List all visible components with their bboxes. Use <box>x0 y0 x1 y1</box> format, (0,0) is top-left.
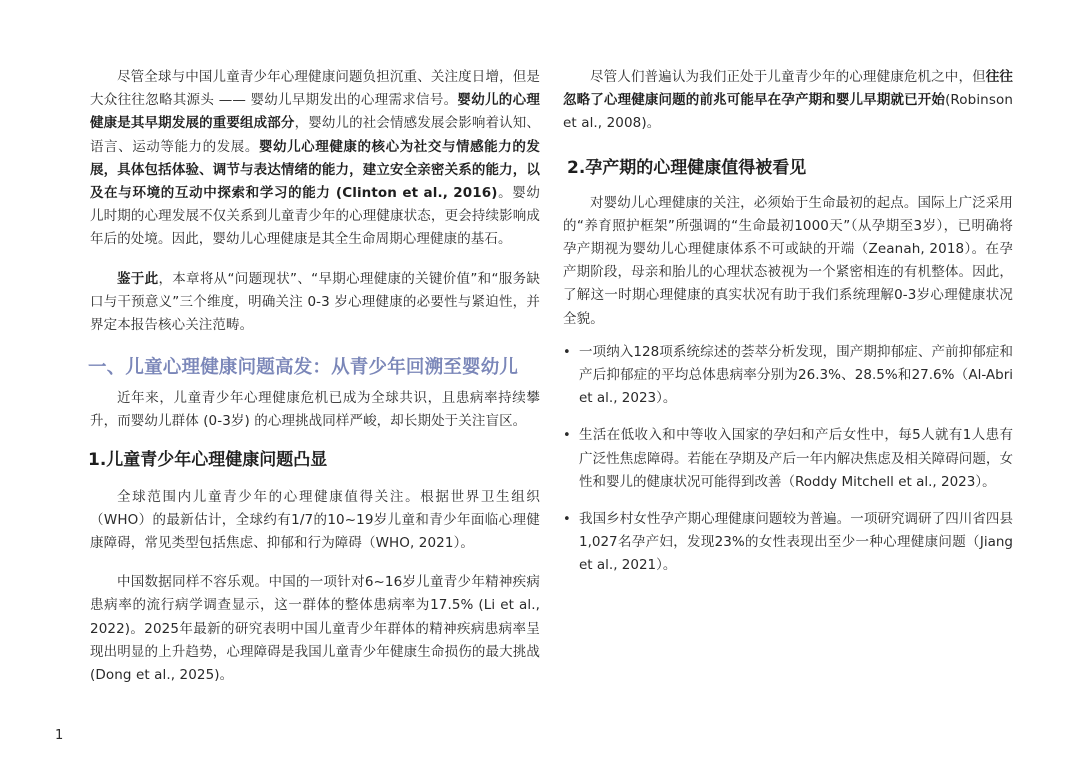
list-item: • 生活在低收入和中等收入国家的孕妇和产后女性中，每5人就有1人患有广泛性焦虑障碍。若能在孕期及产后一年内解决焦虑及相关障碍问题，女性和婴儿的健康状况可能得到改善（Roddy Mitchell et al., 2023）。 <box>563 424 1013 494</box>
right-intro-paragraph: 尽管人们普遍认为我们正处于儿童青少年的心理健康危机之中，但往往忽略了心理健康问题的前兆可能早在孕产期和婴儿早期就已开始(Robinson et al., 2008)。 <box>563 69 1013 132</box>
intro-paragraph: 尽管全球与中国儿童青少年心理健康问题负担沉重、关注度日增，但是大众往往忽略其源头 —— 婴幼儿早期发出的心理需求信号。婴幼儿的心理健康是其早期发展的重要组成部分，婴幼儿的社会情感发展会影响着认知、语言、运动等能力的发展。婴幼儿心理健康的核心为社交与情感能力的发展，具体包括体验、调节与表达情绪的能力，建立安全亲密关系的能力，以及在与环境的互动中探索和学习的能力 (Clinton et al., 2016)。婴幼儿时期的心理发展不仅关系到儿童青少年的心理健康状态，更会持续影响成年后的处境。因此，婴幼儿心理健康是其全生命周期心理健康的基石。 <box>90 69 541 248</box>
bold-emphasis: 婴幼儿心理健康的核心为社交与情感能力的发展，具体包括体验、调节与表达情绪的能力，建立安全亲密关系的能力，以及在与环境的互动中探索和学习的能力 (Clinton et al., 2016) <box>90 138 541 202</box>
right-column <box>563 66 1013 592</box>
china-data-paragraph: 中国数据同样不容乐观。中国的一项针对6~16岁儿童青少年精神疾病患病率的流行病学调查显示，这一群体的整体患病率为17.5% (Li et al., 2022)。2025年最新的研究表明中国儿童青少年群体的精神疾病患病率呈现出明显的上升趋势，心理障碍是我国儿童青少年健康生命损伤的最大挑战 (Dong et al., 2025)。 <box>90 574 540 684</box>
bold-emphasis: 婴幼儿的心理健康是其早期发展的重要组成部分 <box>90 92 540 132</box>
section-1-intro-paragraph: 近年来，儿童青少年心理健康危机已成为全球共识，且患病率持续攀升，而婴幼儿群体 (0-3岁) 的心理挑战同样严峻，却长期处于关注盲区。 <box>90 390 540 430</box>
page-number: 1 <box>55 728 64 743</box>
global-data-paragraph: 全球范围内儿童青少年的心理健康值得关注。根据世界卫生组织（WHO）的最新估计，全球约有1/7的10~19岁儿童和青少年面临心理健康障碍，常见类型包括焦虑、抑郁和行为障碍（WHO, 2021）。 <box>90 488 540 552</box>
list-item: • 我国乡村女性孕产期心理健康问题较为普遍。一项研究调研了四川省四县1,027名孕产妇，发现23%的女性表现出至少一种心理健康问题（Jiang et al., 2021）。 <box>563 508 1013 578</box>
bullet-icon: • <box>563 512 571 528</box>
bullet-icon: • <box>563 344 571 360</box>
left-column <box>90 66 540 687</box>
subsection-heading-2: 2.孕产期的心理健康值得被看见 <box>567 157 807 178</box>
section-heading-1: 一、儿童心理健康问题高发：从青少年回溯至婴幼儿 <box>88 357 519 379</box>
bullet-icon: • <box>563 428 571 444</box>
perinatal-paragraph: 对婴幼儿心理健康的关注，必须始于生命最初的起点。国际上广泛采用的“养育照护框架”所强调的“生命最初1000天”（从孕期至3岁），已明确将孕产期视为婴幼儿心理健康体系不可或缺的开端（Zeanah, 2018）。在孕产期阶段，母亲和胎儿的心理状态被视为一个紧密相连的有机整体。因此，了解这一时期心理健康的真实状况有助于我们系统理解0-3岁心理健康状况全貌。 <box>563 194 1013 327</box>
bold-emphasis: 鉴于此 <box>117 270 159 287</box>
chapter-scope-paragraph: 鉴于此，本章将从“问题现状”、“早期心理健康的关键价值”和“服务缺口与干预意义”三个维度，明确关注 0-3 岁心理健康的必要性与紧迫性，并界定本报告核心关注范畴。 <box>90 270 540 334</box>
findings-list <box>563 341 1013 578</box>
list-item: • 一项纳入128项系统综述的荟萃分析发现，围产期抑郁症、产前抑郁症和产后抑郁症的平均总体患病率分别为26.3%、28.5%和27.6%（Al-Abri et al., 2023）。 <box>563 341 1013 411</box>
bold-emphasis: 往往忽略了心理健康问题的前兆可能早在孕产期和婴儿早期就已开始 <box>563 69 1013 109</box>
subsection-heading-1: 1.儿童青少年心理健康问题凸显 <box>88 449 328 470</box>
